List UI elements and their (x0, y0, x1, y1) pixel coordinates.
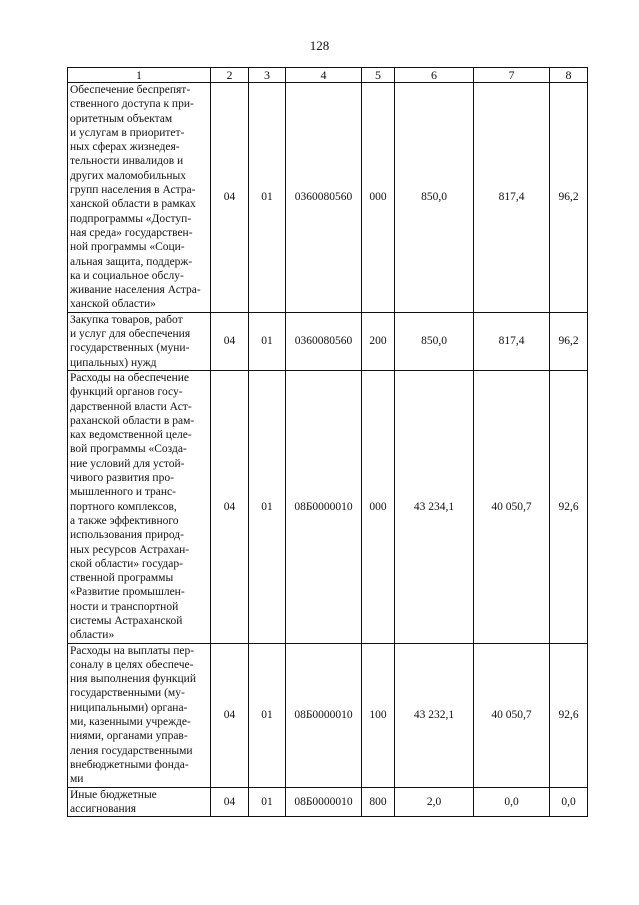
target-item-cell: 0360080560 (286, 83, 362, 313)
expense-name-cell: Расходы на выплаты пер- соналу в целях обеспече- ния выполнения функций государственными (му- ниципальными) органа- ми, казенными учрежде- ниями, органами управ- ления государственными внебюджетными фонда- ми (68, 643, 211, 787)
planned-amount-cell: 850,0 (395, 312, 474, 370)
column-header: 8 (550, 68, 588, 83)
section-code-cell: 04 (211, 643, 249, 787)
column-header: 5 (362, 68, 395, 83)
actual-amount-cell: 817,4 (474, 312, 550, 370)
actual-amount-cell: 0,0 (474, 787, 550, 817)
section-code-cell: 04 (211, 312, 249, 370)
actual-amount-cell: 40 050,7 (474, 643, 550, 787)
column-number-row (68, 68, 588, 83)
section-code-cell: 04 (211, 370, 249, 643)
expense-type-cell: 800 (362, 787, 395, 817)
expense-type-cell: 200 (362, 312, 395, 370)
planned-amount-cell: 850,0 (395, 83, 474, 313)
target-item-cell: 08Б0000010 (286, 787, 362, 817)
table-row (68, 83, 588, 313)
column-header: 3 (249, 68, 286, 83)
expense-name-cell: Иные бюджетные ассигнования (68, 787, 211, 817)
column-header: 4 (286, 68, 362, 83)
subsection-code-cell: 01 (249, 787, 286, 817)
expense-type-cell: 000 (362, 370, 395, 643)
table-row (68, 787, 588, 817)
actual-amount-cell: 40 050,7 (474, 370, 550, 643)
expense-type-cell: 100 (362, 643, 395, 787)
table-row (68, 643, 588, 787)
section-code-cell: 04 (211, 83, 249, 313)
column-header: 7 (474, 68, 550, 83)
target-item-cell: 08Б0000010 (286, 370, 362, 643)
percent-cell: 96,2 (550, 312, 588, 370)
budget-table (67, 67, 588, 817)
target-item-cell: 08Б0000010 (286, 643, 362, 787)
page-number: 128 (309, 38, 330, 53)
column-header: 1 (68, 68, 211, 83)
column-header: 2 (211, 68, 249, 83)
table-row (68, 370, 588, 643)
percent-cell: 92,6 (550, 370, 588, 643)
subsection-code-cell: 01 (249, 83, 286, 313)
expense-name-cell: Закупка товаров, работ и услуг для обеспечения государственных (муни- ципальных) нужд (68, 312, 211, 370)
subsection-code-cell: 01 (249, 370, 286, 643)
subsection-code-cell: 01 (249, 312, 286, 370)
percent-cell: 92,6 (550, 643, 588, 787)
table-row (68, 312, 588, 370)
expense-type-cell: 000 (362, 83, 395, 313)
planned-amount-cell: 43 234,1 (395, 370, 474, 643)
planned-amount-cell: 43 232,1 (395, 643, 474, 787)
expense-name-cell: Расходы на обеспечение функций органов госу- дарственной власти Аст- раханской области в рам- ках ведомственной целе- вой программы «Созда- ние условий для устой- чивого развития про- мышленного и транс- портного комплексов, а также эффективного использования природ- ных ресурсов Астрахан- ской области» государ- ственной программы «Развитие промышлен- ности и транспортной системы Астраханской области» (68, 370, 211, 643)
target-item-cell: 0360080560 (286, 312, 362, 370)
section-code-cell: 04 (211, 787, 249, 817)
actual-amount-cell: 817,4 (474, 83, 550, 313)
subsection-code-cell: 01 (249, 643, 286, 787)
percent-cell: 0,0 (550, 787, 588, 817)
column-header: 6 (395, 68, 474, 83)
expense-name-cell: Обеспечение беспрепят- ственного доступа к при- оритетным объектам и услугам в приоритет- ных сферах жизнедея- тельности инвалидов и других маломобильных групп населения в Астра- ханской области в рамках подпрограммы «Доступ- ная среда» государствен- ной программы «Соци- альная защита, поддерж- ка и социальное обслу- живание населения Астра- ханской области» (68, 83, 211, 313)
percent-cell: 96,2 (550, 83, 588, 313)
planned-amount-cell: 2,0 (395, 787, 474, 817)
